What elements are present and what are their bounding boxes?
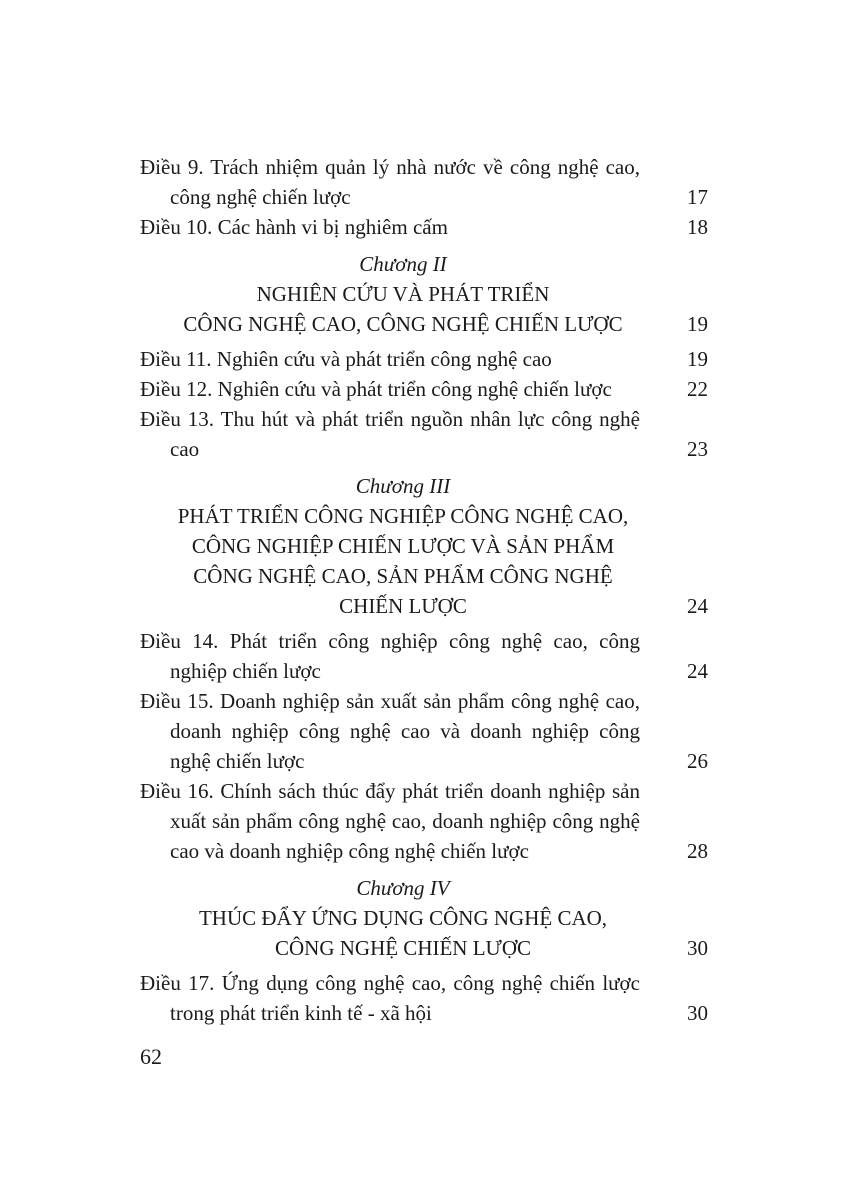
- entry-text: Điều 17. Ứng dụng công nghệ cao, công nghệ chiến lược trong phát triển kinh tế - xã hội: [140, 971, 640, 1025]
- toc-chapter: [140, 873, 708, 963]
- chapter-title: NGHIÊN CỨU VÀ PHÁT TRIỂN CÔNG NGHỆ CAO, CÔNG NGHỆ CHIẾN LƯỢC: [183, 282, 623, 336]
- toc-entry: [140, 404, 708, 464]
- toc-list: [140, 152, 708, 1028]
- entry-page-number: 24: [687, 659, 708, 683]
- toc-entry: [140, 152, 708, 212]
- page-number: 62: [140, 1044, 162, 1069]
- entry-page-number: 22: [687, 377, 708, 401]
- entry-text: Điều 14. Phát triển công nghiệp công nghệ cao, công nghiệp chiến lược: [140, 629, 640, 683]
- chapter-heading: [140, 249, 666, 339]
- toc-entry: [140, 686, 708, 776]
- toc-entry: [140, 626, 708, 686]
- entry-text: Điều 15. Doanh nghiệp sản xuất sản phẩm công nghệ cao, doanh nghiệp công nghệ cao và doanh nghiệp công nghệ chiến lược: [140, 689, 640, 773]
- entry-page-number: 17: [687, 185, 708, 209]
- toc-entry: [140, 212, 708, 242]
- chapter-label: Chương III: [355, 474, 451, 498]
- entry-page-number: 18: [687, 215, 708, 239]
- entry-page-number: 28: [687, 839, 708, 863]
- chapter-title: THÚC ĐẨY ỨNG DỤNG CÔNG NGHỆ CAO, CÔNG NGHỆ CHIẾN LƯỢC: [198, 906, 608, 960]
- entry-text: Điều 10. Các hành vi bị nghiêm cấm: [140, 215, 448, 239]
- entry-text: Điều 16. Chính sách thúc đẩy phát triển doanh nghiệp sản xuất sản phẩm công nghệ cao, doanh nghiệp công nghệ cao và doanh nghiệp công nghệ chiến lược: [140, 779, 640, 863]
- entry-page-number: 26: [687, 749, 708, 773]
- chapter-label: Chương II: [359, 252, 447, 276]
- entry-text: Điều 12. Nghiên cứu và phát triển công nghệ chiến lược: [140, 377, 612, 401]
- entry-page-number: 30: [687, 1001, 708, 1025]
- chapter-label: Chương IV: [356, 876, 450, 900]
- entry-page-number: 30: [687, 936, 708, 960]
- toc-entry: [140, 776, 708, 866]
- toc-entry: [140, 968, 708, 1028]
- entry-text: Điều 11. Nghiên cứu và phát triển công nghệ cao: [140, 347, 552, 371]
- chapter-heading: [140, 873, 666, 963]
- entry-page-number: 19: [687, 347, 708, 371]
- entry-page-number: 19: [687, 312, 708, 336]
- entry-page-number: 24: [687, 594, 708, 618]
- toc-chapter: [140, 249, 708, 339]
- entry-text: Điều 13. Thu hút và phát triển nguồn nhân lực công nghệ cao: [140, 407, 640, 461]
- toc-chapter: [140, 471, 708, 621]
- entry-text: Điều 9. Trách nhiệm quản lý nhà nước về công nghệ cao, công nghệ chiến lược: [140, 155, 640, 209]
- chapter-heading: [140, 471, 666, 621]
- toc-entry: [140, 344, 708, 374]
- chapter-title: PHÁT TRIỂN CÔNG NGHIỆP CÔNG NGHỆ CAO, CÔNG NGHIỆP CHIẾN LƯỢC VÀ SẢN PHẨM CÔNG NGHỆ CAO, SẢN PHẨM CÔNG NGHỆ CHIẾN LƯỢC: [177, 504, 629, 618]
- entry-page-number: 23: [687, 437, 708, 461]
- toc-entry: [140, 374, 708, 404]
